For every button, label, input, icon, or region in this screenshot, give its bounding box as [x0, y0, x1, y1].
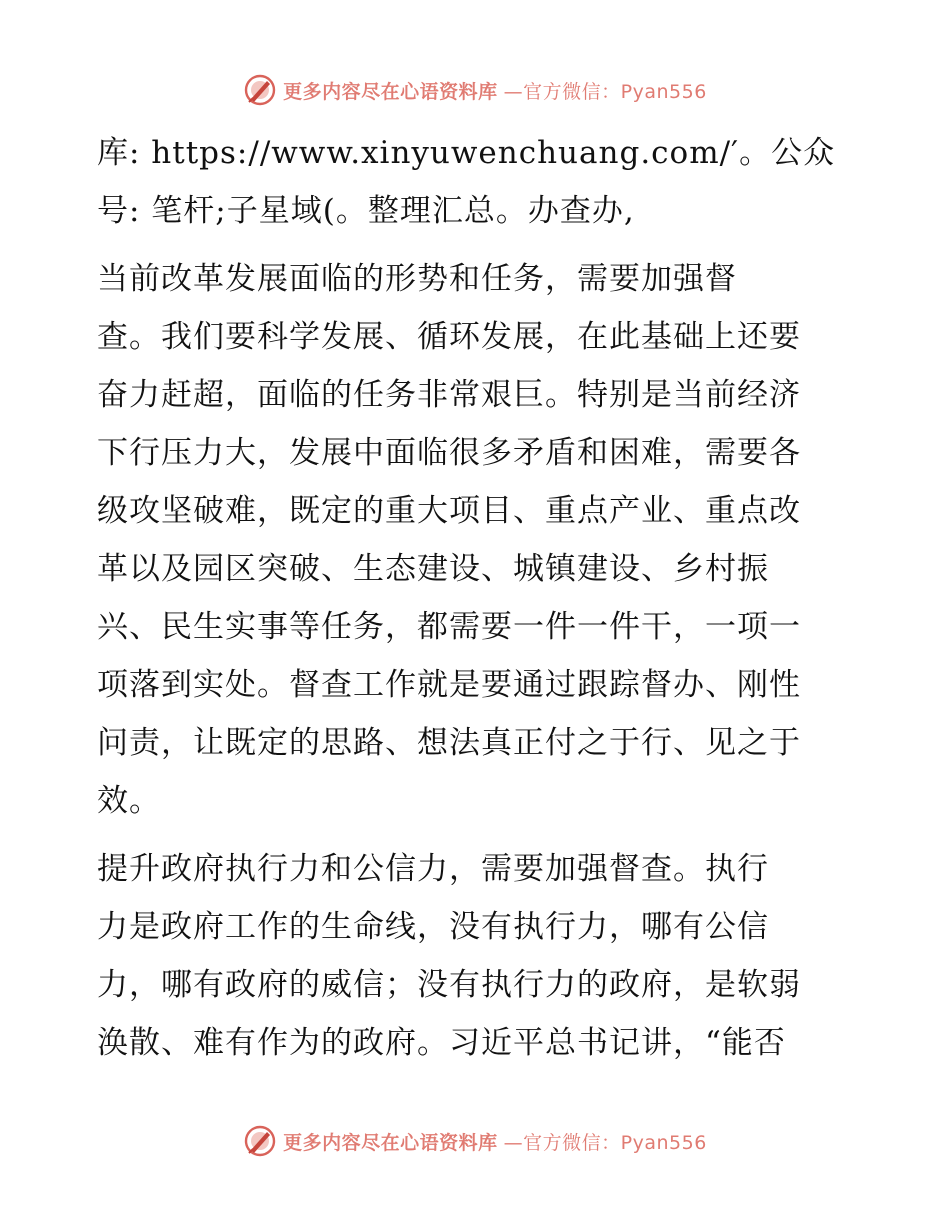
footer-banner	[0, 1121, 950, 1161]
paragraph-2	[97, 250, 857, 830]
text-line: 效。	[97, 783, 161, 819]
footer-banner-lead: 更多内容尽在心语资料库	[283, 1131, 498, 1154]
text-line: 涣散、难有作为的政府。习近平总书记讲，“能否	[97, 1025, 786, 1061]
text-line: 力是政府工作的生命线，没有执行力，哪有公信	[97, 909, 769, 945]
text-line: 提升政府执行力和公信力，需要加强督查。执行	[97, 851, 769, 887]
header-banner-tail: —官方微信：Pyan556	[503, 80, 707, 103]
text-line: 当前改革发展面临的形势和任务，需要加强督	[97, 261, 737, 297]
text-line: 项落到实处。督查工作就是要通过跟踪督办、刚性	[97, 667, 801, 703]
text-line: 号: 笔杆;子星域(。整理汇总。办查办,	[97, 193, 635, 229]
text-line: 下行压力大，发展中面临很多矛盾和困难，需要各	[97, 435, 801, 471]
text-line: 奋力赶超，面临的任务非常艰巨。特别是当前经济	[97, 377, 801, 413]
paragraph-1	[97, 124, 857, 240]
text-line: 查。我们要科学发展、循环发展，在此基础上还要	[97, 319, 801, 355]
text-line: 兴、民生实事等任务，都需要一件一件干，一项一	[97, 609, 801, 645]
header-banner-lead: 更多内容尽在心语资料库	[283, 80, 498, 103]
text-line: 力，哪有政府的威信；没有执行力的政府，是软弱	[97, 967, 801, 1003]
document-body	[97, 124, 857, 1072]
footer-banner-tail: —官方微信：Pyan556	[503, 1131, 707, 1154]
header-banner	[0, 70, 950, 110]
text-line: 库: https://www.xinyuwenchuang.com/′。公众	[97, 135, 836, 171]
paragraph-3	[97, 840, 857, 1072]
text-line: 级攻坚破难，既定的重大项目、重点产业、重点改	[97, 493, 801, 529]
quill-seal-icon	[243, 73, 277, 107]
text-line: 问责，让既定的思路、想法真正付之于行、见之于	[97, 725, 801, 761]
text-line: 革以及园区突破、生态建设、城镇建设、乡村振	[97, 551, 769, 587]
quill-seal-icon	[243, 1124, 277, 1158]
